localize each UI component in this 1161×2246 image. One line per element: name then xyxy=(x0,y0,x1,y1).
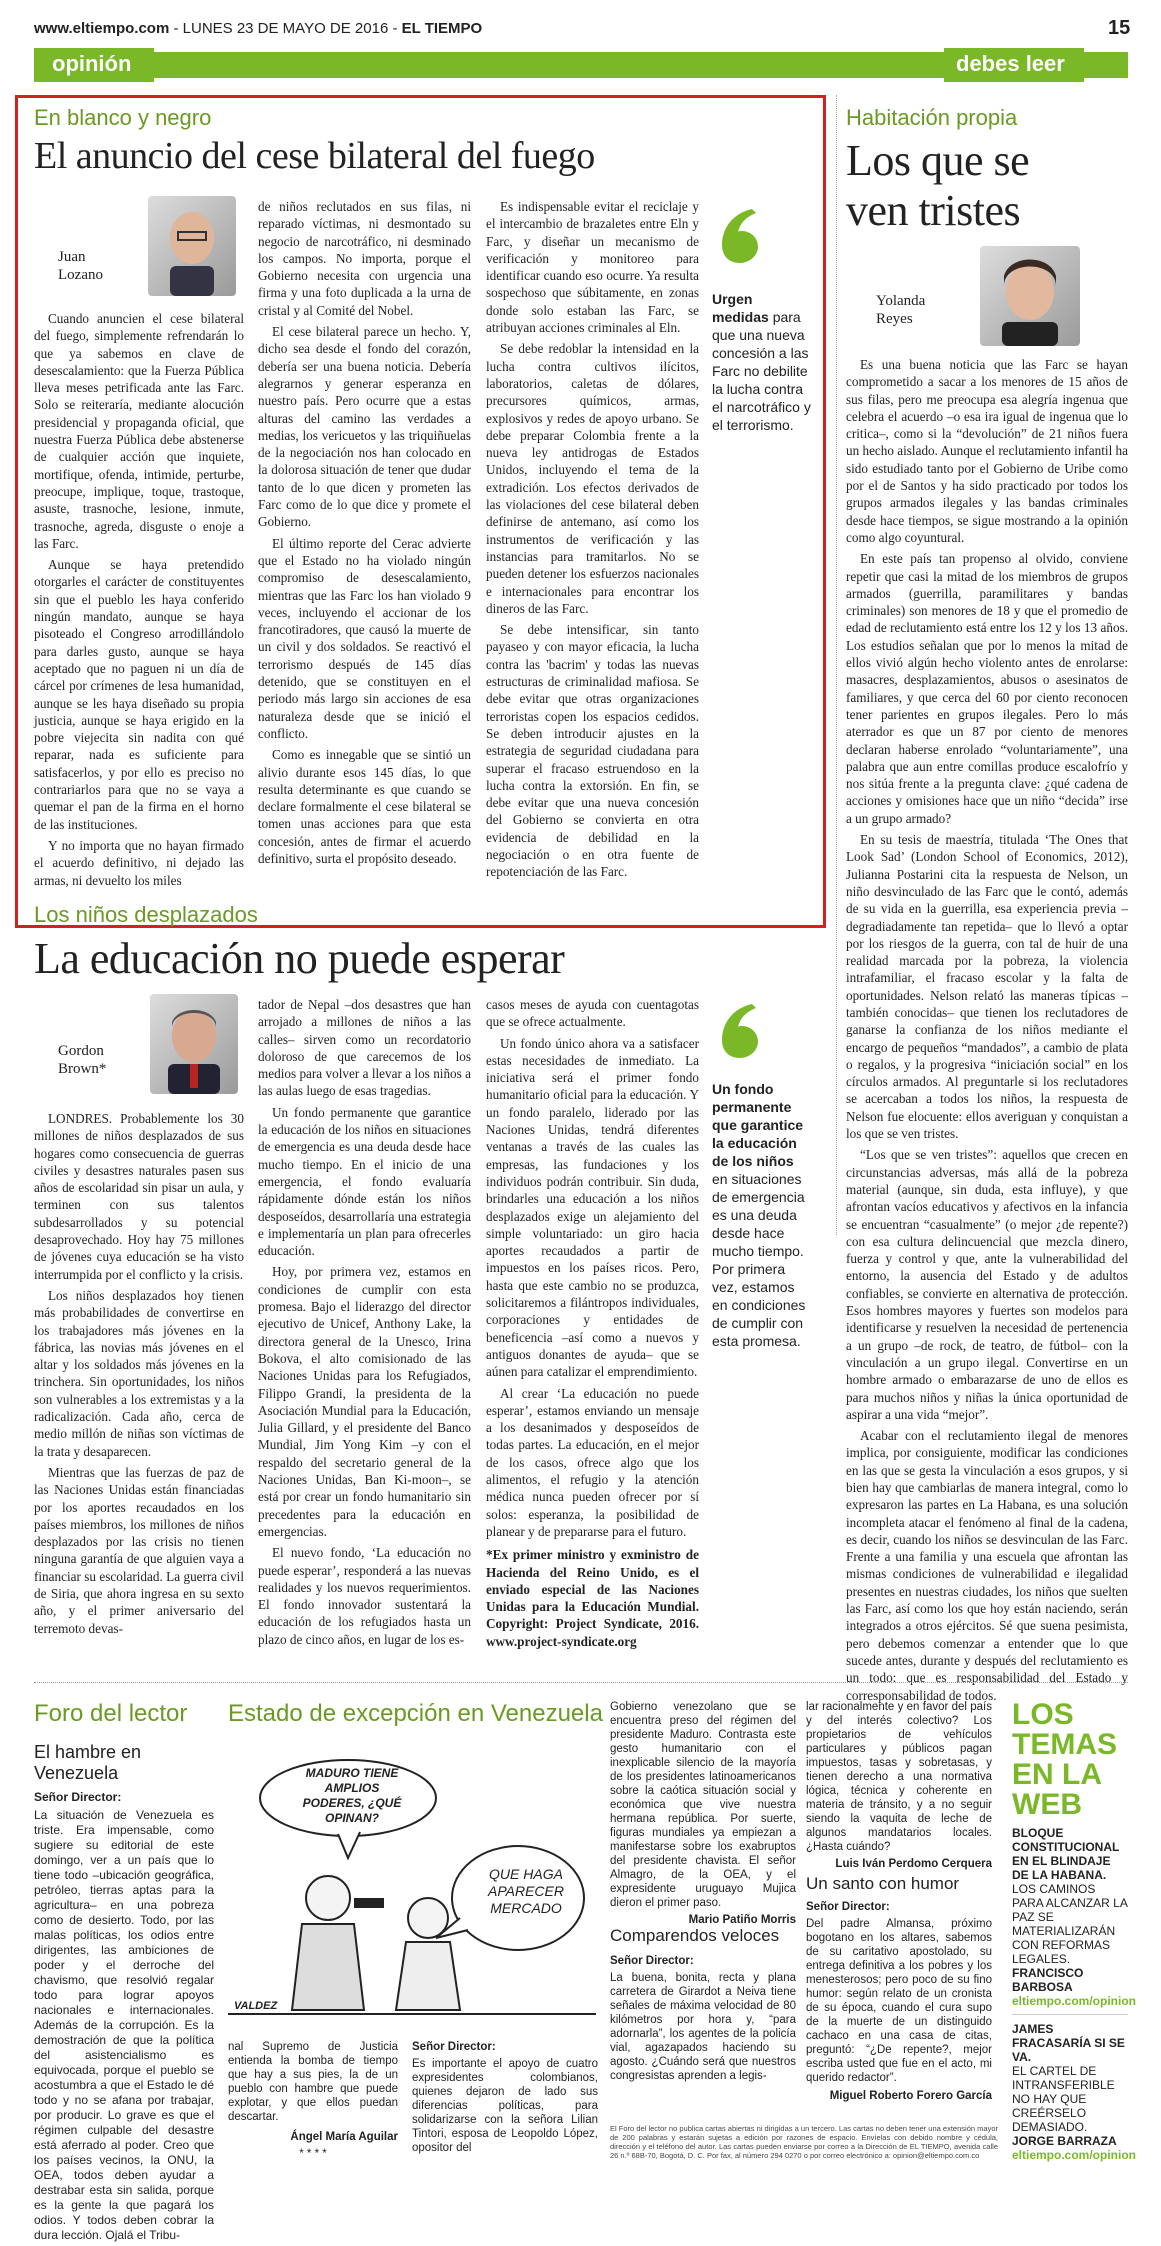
letter-body: Gobierno venezolano que se encuentra preso del régimen del presidente Maduro. Contrasta este gesto humanitario con el inexplicable silencio de la mayoría de los presidentes latinoamericanos sobre la caótica situación social y económica que vive nuestra hermana república. Por suerte, figuras mundiales ya empiezan a manifestarse sobre los exabruptos del presidente chavista. El señor Almagro, de la OEA, y el expresidente uruguayo Mujica dieron el primer paso. xyxy=(610,1701,796,1909)
masthead-line xyxy=(34,20,482,37)
letter-body: nal Supremo de Justicia entienda la bomba de tiempo que hay a sus pies, la de un pueblo con hambre que puede explotar, y que ellos puedan descartar. xyxy=(228,2041,398,2123)
letter-signature: Mario Patiño Morris xyxy=(688,1914,796,1926)
right-body xyxy=(846,356,1128,1708)
web-item-2[interactable] xyxy=(1012,2022,1137,2162)
paragraph: Se debe intensificar, sin tanto payaseo y con mayor eficacia, la lucha contra las 'bacrim' y todas las nuevas estructuras de criminalidad mafiosa. Se debe evitar que otras organizaciones terroristas copen los espacios cedidos. Se deben introducir ajustes en la estrategia de seguridad ciudadana para superar el fracaso estruendoso en la lucha contra la extorsión. En fin, se debe evitar que una nueva concesión del Gobierno se convierta en otra evidencia de debilidad en la negociación o en otra fuente de repotenciación de las Farc. xyxy=(486,622,699,880)
paragraph: de niños reclutados en sus filas, ni reparado víctimas, ni desmontado su negocio de narcotráfico, ni desminado los campos. No importa, porque el Gobierno necesita con urgencia una firma y una foto duplicada a la urna de cristal y al Comité del Nobel. xyxy=(258,199,471,318)
venezuela-col-4 xyxy=(806,1700,992,1874)
salutation: Señor Director: xyxy=(34,1790,122,1804)
author-first: Gordon xyxy=(58,1043,104,1059)
letter-signature: Ángel María Aguilar xyxy=(290,2131,398,2143)
paragraph: Como es innegable que se sintió un alivio durante esos 145 días, lo que resulta determinante es que cuando se declare formalmente el cese bilateral se tomen unas acciones para que esta concesión, antes de firmar el acuerdo definitivo, surta el propósito deseado. xyxy=(258,747,471,866)
web-item-summary: LOS CAMINOS PARA ALCANZAR LA PAZ SE MATERIALIZARÁN CON REFORMAS LEGALES. xyxy=(1012,1882,1128,1966)
paragraph: Hoy, por primera vez, estamos en condiciones de cumplir con esta promesa. Bajo el liderazgo del director ejecutivo de Unicef, Anthony Lake, la directora general de la Unesco, Irina Bokova, el alto comisionado de las Naciones Unidas para los Refugiados, Filippo Grandi, la presidenta de la Asociación Mundial para la Educación, Julia Gillard, y el presidente del Banco Mundial, Jim Yong Kim –y con el respaldo del secretario general de la Naciones Unidas, Ban Ki-moon–, se está por crear un fondo humanitario sin precedentes para la educación en emergencias. xyxy=(258,1264,471,1539)
paragraph: Cuando anuncien el cese bilateral del fuego, simplemente refrendarán lo que ya sabemos en clave de desescalamiento: que la Fuerza Pública lleva meses petrificada ante las Farc. Solo se reiteraría, mediante alocución presidencial y propaganda oficial, que nuestra Fuerza Pública debe abstenerse de cualquier acción que inquiete, mortifique, ofenda, intimide, perturbe, preocupe, implique, toque, trastoque, asuste, trasnoche, lesione, inmute, trasnoche, agreda, disguste o enoje a las Farc. xyxy=(34,311,244,551)
author-first: Juan xyxy=(58,249,86,265)
pull-quote-bold: Urgen medidas xyxy=(712,291,769,325)
web-title xyxy=(1012,1700,1128,1820)
paragraph: Es indispensable evitar el reciclaje y el intercambio de brazaletes entre Eln y Farc, y diseñar un mecanismo de verificación y monitoreo para identificar cuando eso ocurre. Ya resulta sospechoso que súbitamente, en zonas donde solo estaban las Farc, se atribuyan acciones criminales al Eln. xyxy=(486,199,699,336)
venezuela-col-1 xyxy=(228,2040,398,2164)
paper-name: EL TIEMPO xyxy=(401,20,483,37)
author-first: Yolanda xyxy=(876,293,926,309)
bubble-text-2: QUE HAGA APARECER MERCADO xyxy=(488,1866,564,1916)
letter-body: Del padre Almansa, próximo bogotano en los altares, sabemos de su caritativo apostolado, su entrega definitiva a los pobres y los menesterosos; pero poco de su fino humor: según relato de un cronista de su época, cuando el cura supo de la muerte de un distinguido cachaco en una casa de citas, preguntó: “¿De repente?, mejor escriba usted que fue en el acto, mi querido redactor”. xyxy=(806,1918,992,2084)
main-kicker: En blanco y negro xyxy=(34,105,212,130)
second-kicker: Los niños desplazados xyxy=(34,902,258,927)
paragraph: En este país tan propenso al olvido, conviene repetir que casi la mitad de los miembros de grupos armados (guerrilla, paramilitares y bandas criminales) son menores de 18 y que el promedio de edad de reclutamiento está entre los 12 y los 13 años. Los estudios señalan que por lo menos la mitad de ellos vivió algún hecho violento antes de enrolarse: masacres, desplazamientos, abusos o asesinatos de familiares, y que cerca del 60 por ciento reconocen tener parientes en grupos ilegales. Pero lo más aterrador es que un 87 por ciento de menores declaran haberse enrolado “voluntariamente”, una palabra que aun entre comillas produce escalofrío y nos sitúa frente a la pregunta clave: ¿qué cadena de acciones y omisiones hace que un niño “decida” irse a un grupo armado? xyxy=(846,551,1128,826)
second-author xyxy=(58,1042,106,1078)
web-item-1[interactable] xyxy=(1012,1826,1137,2008)
web-item-author: JORGE BARRAZA xyxy=(1012,2134,1117,2148)
foro-letter xyxy=(34,1790,214,2246)
portrait-illustration xyxy=(150,994,238,1094)
paragraph: Acabar con el reclutamiento ilegal de menores implica, por consiguiente, modificar las condiciones en las que se gesta la vinculación a esos grupos, y si bien hay que cambiarlas de manera integral, como lo expresaron las partes en La Habana, es una solución incompleta atacar el fenómeno al final de la cadena, es decir, cuando los niños se desvinculan de las Farc. Frente a una familia y una escuela que afrontan las mismas condiciones de vulnerabilidad e ilegalidad presentes en nuestras ciudades, los niños que suelten las Farc, así como los que hoy están naciendo, serán integrados a otros ejércitos. Sé que suena pesimista, pero debemos comenzar a entender que lo que sucede antes, durante y después del reclutamiento es un todo: que es responsabilidad del Estado y corresponsabilidad de todos. xyxy=(846,1428,1128,1703)
portrait-illustration xyxy=(980,246,1080,346)
right-kicker: Habitación propia xyxy=(846,105,1018,130)
web-item-link[interactable]: eltiempo.com/opinion xyxy=(1012,1994,1137,2008)
paragraph: El nuevo fondo, ‘La educación no puede esperar’, responderá a las nuevas realidades y los nuevos requerimientos. El fondo innovador sustentará la educación de los refugiados hasta un plazo de cinco años, en lugar de los es- xyxy=(258,1545,471,1647)
author-photo xyxy=(148,196,236,296)
cartoonist-signature: VALDEZ xyxy=(234,2000,278,2012)
pull-quote-bold: Un fondo permanente que garantice la educación de los niños xyxy=(712,1081,804,1169)
main-author xyxy=(58,248,103,284)
section-label: opinión xyxy=(52,51,132,76)
web-item-link[interactable]: eltiempo.com/opinion xyxy=(1012,2148,1137,2162)
salutation: Señor Director: xyxy=(610,1955,694,1967)
web-title-line: EN LA xyxy=(1012,1758,1102,1791)
paragraph: Se debe redoblar la intensidad en la lucha contra cultivos ilícitos, laboratorios, caletas de dólares, precursores químicos, armas, explosivos y redes de apoyo urbano. Se debe preparar Colombia frente a la nueva ley antidrogas de Estados Unidos, incluyendo el tema de la extradición. Los efectos derivados de las violaciones del cese bilateral deben definirse de antemano, así como los instrumentos de verificación y las instancias para tramitarlos. No se pueden detener los esfuerzos nacionales e internacionales para encontrar los dineros de las Farc. xyxy=(486,341,699,616)
second-col-1 xyxy=(34,1110,244,1641)
main-col-2 xyxy=(258,198,471,871)
pull-quote-text: en situaciones de emergencia es una deuda desde hace mucho tiempo. Por primera vez, estamos en condiciones de cumplir con esta promesa. xyxy=(712,1171,806,1349)
separator-stars: * * * * xyxy=(299,2148,327,2160)
venezuela-col-2 xyxy=(412,2040,598,2158)
second-col-2 xyxy=(258,996,471,1652)
paragraph: Es una buena noticia que las Farc se hayan comprometido a sacar a los menores de 15 años de sus filas, pero me preocupa esa alegría ingenua que celebra el acuerdo –o esa ira igual de ingenua que lo critica–, como si la “devolución” de 21 niños fuera un hecho aislado. Aunque el reclutamiento infantil ha sido estudiado tanto por el Gobierno de Uribe como por el de Santos y ha sido practicado por todos los grupos armados ilegales y las bandas criminales desde hace tiempos, se sigue mostrando a la opinión como algo coyuntural. xyxy=(846,357,1128,545)
web-item-headline: JAMES FRACASARÍA SI SE VA. xyxy=(1012,2022,1125,2064)
paragraph: LONDRES. Probablemente los 30 millones de niños desplazados de sus hogares como consecuencia de guerras civiles y desastres naturales pasen sus años de escolaridad sin pisar un aula, y terminen con sus talentos subdesarrollados y su potencial desaprovechado. Hoy hay 75 millones de jóvenes cuya educación se ha visto interrumpida por el conflicto y la crisis. xyxy=(34,1111,244,1282)
author-photo xyxy=(150,994,238,1094)
paragraph: Y no importa que no hayan firmado el acuerdo definitivo, ni dejado las armas, ni devuelto los miles xyxy=(34,837,244,888)
letter-signature: Miguel Roberto Forero García xyxy=(829,2090,992,2102)
web-title-line: TEMAS xyxy=(1012,1728,1117,1761)
foro-title[interactable]: El hambre en Venezuela xyxy=(34,1742,142,1783)
venezuela-kicker: Estado de excepción en Venezuela xyxy=(228,1700,603,1727)
paragraph: Al crear ‘La educación no puede esperar’, estamos enviando un mensaje a los desanimados y desposeídos de todas partes. La educación, en el mejor de los casos, ofrece algo que los alimentos, el refugio y la atención médica nunca pueden ofrecer por sí solos: esperanza, la posibilidad de planear y de prepararse para el futuro. xyxy=(486,1385,699,1539)
paragraph: casos meses de ayuda con cuentagotas que se ofrece actualmente. xyxy=(486,997,699,1030)
paragraph: “Los que se ven tristes”: aquellos que crecen en circunstancias adversas, más allá de la pobreza material (aunque, sin duda, esta influye), y que afrontan vacíos educativos y afectivos en la infancia se encuentran “casualmente” (o mejor ¿de repente?) con esa cultura delincuencial que mezcla dinero, fuerza y control y que, ante la vulnerabilidad del entorno, la ausencia del Estado y de adultos confiables, se convierte en alternativa de protección. Esos hombres mayores y fuertes son modelos para identificarse y resuelven la necesidad de pertenencia a un grupo –de rock, de teatro, de fútbol– con la vinculación a un grupo ilegal. Convertirse en un hombre armado o embarazarse de uno de ellos es para muchos niños y niñas la única oportunidad de aspirar a una vida “mejor”. xyxy=(846,1147,1128,1422)
letter-body: Es importante el apoyo de cuatro expresidentes colombianos, quienes dejaron de lado sus diferencias políticas, para solidarizarse con la señora Lilian Tintori, esposa de Leopoldo López, opositor del xyxy=(412,2058,598,2154)
paragraph: Mientras que las fuerzas de paz de las Naciones Unidas están financiadas por los aportes recaudados en los países miembros, los millones de niños desplazados por las crisis no tienen ninguna garantía de que alguien vaya a financiar su escolaridad. La guerra civil de Siria, que ahora ingresa en su sexto año, y el primer aniversario del terremoto devas- xyxy=(34,1464,244,1636)
paragraph: Los niños desplazados hoy tienen más probabilidades de convertirse en los trabajadores más jóvenes en la fábrica, las novias más jóvenes en el altar y los soldados más jóvenes en la trinchera. Sin oportunidades, los niños son vulnerables a los extremistas y a la radicalización. Cada año, cerca de medio millón de niñas son víctimas de la trata y desaparecen. xyxy=(34,1287,244,1459)
paragraph: El último reporte del Cerac advierte que el Estado no ha violado ningún compromiso de desescalamiento, mientras que las Farc los han violado 9 veces, incluyendo el accionar de los francotiradores, que causó la muerte de un civil y dos soldados. Se reactivó el terrorismo después de 145 días detenido, que se constituyen en el periodo más largo sin acciones de esa naturaleza desde que se inició el conflicto. xyxy=(258,535,471,741)
comparendos-letter xyxy=(610,1954,796,2086)
salutation: Señor Director: xyxy=(806,1901,890,1913)
paragraph: El cese bilateral parece un hecho. Y, dicho sea desde el fondo del corazón, debería ser una buena noticia. Debería alegrarnos y generar esperanza en nuestro país. Pero ocurre que a estas alturas del camino las verdades a medias, los vericuetos y las triquiñuelas de la negociación nos han colocado en la dolorosa situación de tener que dudar tanto de lo que dicen y prometen las Farc como de lo que dice y promete el Gobierno. xyxy=(258,324,471,530)
fine-print: El Foro del lector no publica cartas abiertas ni dirigidas a un tercero. Las cartas no deben tener una extensión mayor de 200 palabras y estarán sujetas a edición por razones de espacio. Envíelas con debido nombre y cédula, dirección y el teléfono del autor. Las cartas pueden enviarse por correo a la Dirección de EL TIEMPO, avenida calle 26 n.º 68B-70, Bogotá, D. C. Por fax, al número 294 0270 o por correo electrónico a: opinion@eltiempo.com.co xyxy=(610,2124,998,2160)
second-col-3 xyxy=(486,996,699,1654)
web-title-line: LOS xyxy=(1012,1698,1074,1731)
pull-quote-text: para que una nueva concesión a las Farc no debilite la lucha contra el narcotráfico y el terrorismo. xyxy=(712,309,811,433)
paragraph: Un fondo permanente que garantice la educación de los niños en situaciones de emergencia es una deuda desde hace mucho tiempo. En el inicio de una emergencia, el fondo evaluaría rápidamente dónde están los niños desposeídos, desarrollaría una estrategia e implementaría un plan para ofrecerles educación. xyxy=(258,1104,471,1259)
letter-body: La buena, bonita, recta y plana carretera de Girardot a Neiva tiene señales de máxima velocidad de 80 kilómetros por hora y, “para adornarla”, los agentes de la policía vial, agazapados haciendo su agosto. ¿Cuándo será que nuestros congresistas aprenden a legis- xyxy=(610,1972,796,2082)
author-last: Lozano xyxy=(58,267,103,283)
bottom-divider xyxy=(34,1682,1128,1683)
letter-body: La situación de Venezuela es triste. Era impensable, como sugiere su editorial de este domingo, ver a un país que lo tiene todo –ubicación geográfica, petróleo, tierras aptas para la agricultura– en una pobreza como de desierto. Todo, por las malas políticas, los odios entre dirigentes, las ambiciones de poder y el derroche del chavismo, que resolvió regalar todo para lograr apoyos nacionales e internacionales. Además de la corrupción. Es la demostración de que la política del asistencialismo es equivocada, porque el pueblo se acostumbra a que el Estado le dé todo y no se afana por trabajar, por producir. Lo grave es que el régimen culpable del desastre está aferrado al poder. Creo que los países vecinos, la ONU, la OEA, todos deben ayudar a destrabar esta sin salida, porque es la gente la que pagará los odios. Y todos deben cobrar la dura lección. Ojalá el Tribu- xyxy=(34,1808,214,2242)
author-last: Brown* xyxy=(58,1061,107,1077)
web-item-summary: EL CARTEL DE INTRANSFERIBLE NO HAY QUE CREÉRSELO DEMASIADO. xyxy=(1012,2064,1115,2134)
paragraph: En su tesis de maestría, titulada ‘The Ones that Look Sad’ (London School of Economics, 2012), Julianna Postarini cita la respuesta de Nelson, un niño desvinculado de las Farc que le contó, además de su vida en la guerrilla, esa experiencia previa –degradiadamente tan repetida– que lo llevó a optar por los riesgos de la guerra, con tal de huir de una realidad marcada por la pobreza, la violencia intrafamiliar, el fracaso escolar y la falta de oportunidades. Nelson relató las maneras típicas –también conocidas– que tienen los reclutadores de ganarse la confianza de los niños mediante el encargo de pequeños “mandados”, a cambio de plata o regalos, y la progresiva “iniciación social” en los círculos armados. Al preguntarle si los reclutadores se acercaban a todos los niños, la respuesta de Nelson fue elocuente: ellos averiguan y conquistan a los que se ven tristes. xyxy=(846,832,1128,1142)
main-col-1 xyxy=(34,310,244,893)
right-headline[interactable] xyxy=(846,136,1029,236)
web-item-author: FRANCISCO BARBOSA xyxy=(1012,1966,1084,1994)
footnote: *Ex primer ministro y exministro de Hacienda del Reino Unido, es el enviado especial de las Naciones Unidas para la Educación Mundial. Copyright: Project Syndicate, 2016. www.project-syndicate.org xyxy=(486,1547,699,1649)
main-col-3 xyxy=(486,198,699,885)
page-number: 15 xyxy=(1108,17,1131,39)
main-pull-quote xyxy=(712,290,812,434)
issue-date: - LUNES 23 DE MAYO DE 2016 - xyxy=(169,20,402,37)
headline-line: Los que se xyxy=(846,136,1030,185)
second-headline[interactable]: La educación no puede esperar xyxy=(34,934,565,983)
santo-title[interactable]: Un santo con humor xyxy=(806,1874,960,1893)
salutation: Señor Director: xyxy=(412,2041,496,2053)
web-divider xyxy=(1012,2014,1128,2015)
column-divider xyxy=(836,95,838,1235)
paragraph: Un fondo único ahora va a satisfacer estas necesidades de inmediato. La iniciativa será el primer fondo humanitario oficial para la educación. Y un fondo paralelo, liderado por las Naciones Unidas, tendrá diferentes ventanas a través de las cuales las empresas, las fundaciones y los individuos podrán contribuir. Sin duda, brindarles una educación a los niños desplazados exige un alejamiento del simple voluntariado: un giro hacia aportes recaudados a partir de impuestos en los países ricos. Pero, hasta que este cambio no se produzca, solicitaremos a filántropos individuales, corporaciones y entidades de beneficencia –así como a nuevos y antiguos donantes de ayuda– que se aúnen para catalizar el emprendimiento. xyxy=(486,1035,699,1380)
letter-signature: Luis Iván Perdomo Cerquera xyxy=(835,1858,992,1870)
paragraph: Aunque se haya pretendido otorgarles el carácter de constituyentes sin que el pueblo les haya conferido ningún mandato, aunque se haya pisoteado el Congreso arrodillándolo para darles gusto, aunque se haya aceptado que no paguen ni un día de cárcel por crímenes de lesa humanidad, aunque se les haya diseñado su propia justicia, aunque se haya erigido en la pobre viejecita sin nadita con qué reparar, nada es suficiente para satisfacerlos, y por ello es preciso no contrariarlos para que no se vaya a quemar el pan de la firma en el horno de las instituciones. xyxy=(34,557,244,832)
debes-leer-label: debes leer xyxy=(956,51,1065,76)
portrait-illustration xyxy=(148,196,236,296)
paragraph: tador de Nepal –dos desastres que han arrojado a millones de niños a las calles– sirven como un recordatorio doloroso de que carecemos de los medios para volver a llevar a los niños a las aulas luego de esas tragedias. xyxy=(258,997,471,1099)
bubble-text-1: MADURO TIENE AMPLIOS PODERES, ¿QUÉ OPINAN? xyxy=(302,1766,402,1825)
headline-line: ven tristes xyxy=(846,186,1021,235)
author-photo xyxy=(980,246,1080,346)
comparendos-title[interactable]: Comparendos veloces xyxy=(610,1926,780,1945)
author-last: Reyes xyxy=(876,311,913,327)
main-headline[interactable]: El anuncio del cese bilateral del fuego xyxy=(34,135,595,177)
quote-mark-icon xyxy=(712,205,766,265)
letter-body: lar racionalmente y en favor del país y del interés colectivo? Los propietarios de vehículos particulares y públicos pagan impuestos, tasas y sobretasas, y tienen derecho a una normativa lógica, técnica y coherente en materia de tránsito, y a no seguir siendo la vaquita de leche de algunos mandatarios locales. ¿Hasta cuándo? xyxy=(806,1701,992,1853)
web-item-headline: BLOQUE CONSTITUCIONAL EN EL BLINDAJE DE LA HABANA. xyxy=(1012,1826,1120,1882)
site-url[interactable]: www.eltiempo.com xyxy=(34,20,170,37)
foro-kicker: Foro del lector xyxy=(34,1700,188,1727)
right-author xyxy=(876,292,925,328)
venezuela-col-3 xyxy=(610,1700,796,1930)
second-pull-quote xyxy=(712,1080,812,1350)
santo-letter xyxy=(806,1900,992,2106)
quote-mark-icon xyxy=(712,1000,766,1060)
web-title-line: WEB xyxy=(1012,1788,1082,1821)
